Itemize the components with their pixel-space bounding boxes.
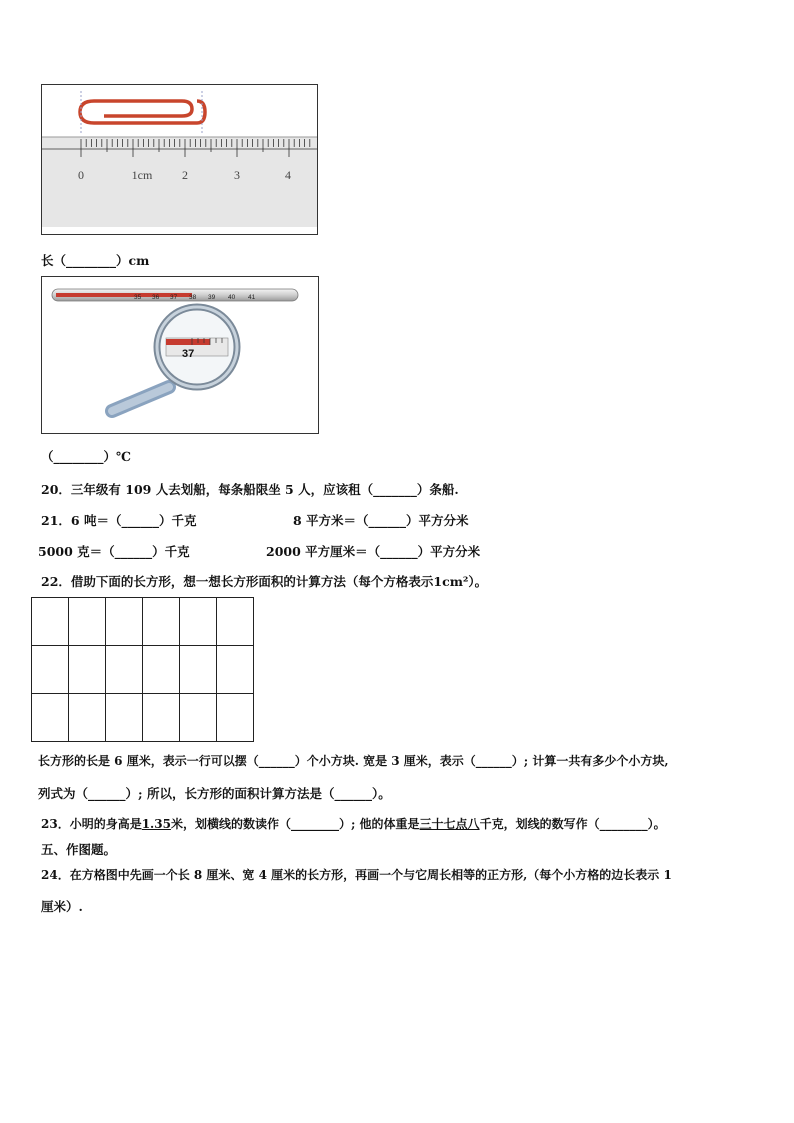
question-21-d: 2000 平方厘米＝（______）平方分米 — [266, 544, 481, 559]
thermo-scale-35: 35 — [134, 294, 142, 301]
thermometer-figure — [41, 276, 319, 434]
question-20: 20．三年级有 109 人去划船，每条船限坐 5 人，应该租（_______）条船. — [41, 482, 459, 497]
ruler-label-0: 0 — [78, 168, 84, 182]
thermometer-illustration — [42, 277, 318, 433]
height-value: 1.35 — [141, 817, 171, 831]
question-23 — [41, 815, 666, 832]
question-22: 22．借助下面的长方形，想一想长方形面积的计算方法（每个方格表示1cm²）。 — [41, 574, 488, 589]
question-23-part-c: 千克，划线的数写作（________）。 — [479, 817, 666, 831]
ruler-answer[interactable]: 长（________）cm — [41, 253, 150, 268]
question-22-line1: 长方形的长是 6 厘米，表示一行可以摆（______）个小方块. 宽是 3 厘米，表示（______）; 计算一共有多少个小方块, — [38, 754, 669, 768]
thermo-scale-37: 37 — [170, 294, 178, 301]
magnified-reading: 37 — [182, 348, 195, 360]
area-grid — [31, 597, 254, 742]
question-21-a: 21．6 吨＝（______）千克 — [41, 513, 197, 528]
paperclip-icon — [80, 101, 205, 123]
question-22-line2: 列式为（______）; 所以，长方形的面积计算方法是（______）。 — [38, 786, 391, 801]
question-23-part-a: 23．小明的身高是 — [41, 817, 142, 831]
ruler-label-2: 2 — [182, 168, 188, 182]
thermo-scale-40: 40 — [228, 294, 236, 301]
question-21-b: 8 平方米＝（______）平方分米 — [293, 513, 469, 528]
ruler-illustration — [42, 85, 317, 234]
weight-value: 三十七点八 — [419, 817, 480, 831]
question-21-c: 5000 克＝（______）千克 — [38, 544, 190, 559]
ruler-figure — [41, 84, 318, 235]
thermo-scale-39: 39 — [208, 294, 216, 301]
ruler-label-1: 1cm — [131, 168, 153, 182]
grid-row — [32, 694, 254, 742]
ruler-label-3: 3 — [234, 168, 240, 182]
thermo-scale-41: 41 — [248, 294, 256, 301]
question-23-part-b: 米，划横线的数读作（________）; 他的体重是 — [170, 817, 420, 831]
thermo-scale-38: 38 — [189, 294, 197, 301]
grid-row — [32, 646, 254, 694]
ruler-body — [42, 137, 317, 227]
ruler-label-4: 4 — [285, 168, 291, 182]
question-24-line1: 24．在方格图中先画一个长 8 厘米、宽 4 厘米的长方形，再画一个与它周长相等的正方形,（每个小方格的边长表示 1 — [41, 868, 672, 882]
magnifier-icon — [112, 307, 237, 411]
thermo-scale-36: 36 — [152, 294, 160, 301]
thermometer-answer[interactable]: （________）℃ — [41, 449, 131, 464]
question-24-line2: 厘米）. — [41, 899, 83, 914]
section-5-heading: 五、作图题。 — [41, 842, 117, 857]
grid-row — [32, 598, 254, 646]
